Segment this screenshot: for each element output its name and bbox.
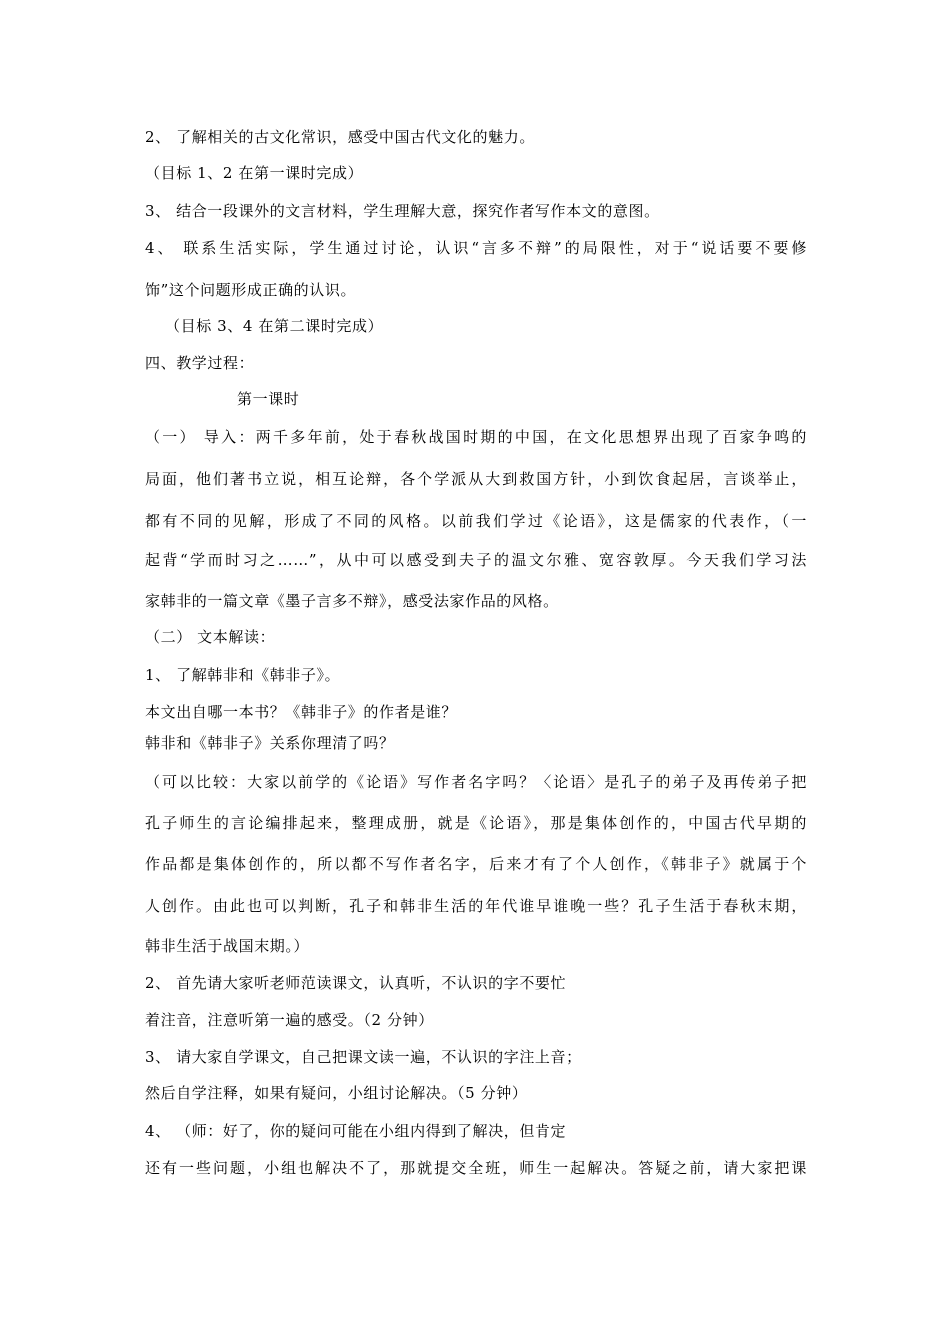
compare-line-2: 孔子师生的言论编排起来，整理成册，就是《论语》，那是集体创作的，中国古代早期的 [145, 814, 807, 832]
step-4-line: 4、 （师：好了，你的疑问可能在小组内得到了解决，但肯定 [145, 1122, 567, 1140]
compare-line-4: 人创作。由此也可以判断，孔子和韩非生活的年代谁早谁晚一些？孔子生活于春秋末期， [145, 897, 807, 915]
step-4-line-cont: 还有一些问题，小组也解决不了，那就提交全班，师生一起解决。答疑之前，请大家把课 [145, 1159, 807, 1177]
intro-line-1: （一） 导入：两千多年前，处于春秋战国时期的中国，在文化思想界出现了百家争鸣的 [145, 428, 807, 446]
goal-4-line: 4、 联系生活实际，学生通过讨论，认识“言多不辩”的局限性，对于“说话要不要修 [145, 239, 807, 257]
step-2-line: 2、 首先请大家听老师范读课文，认真听，不认识的字不要忙 [145, 974, 567, 992]
intro-line-4: 起背“学而时习之……”，从中可以感受到夫子的温文尔雅、宽容敦厚。今天我们学习法 [145, 551, 807, 569]
goal-note-2: （目标 3、4 在第二课时完成） [165, 317, 384, 335]
intro-line-5: 家韩非的一篇文章《墨子言多不辩》，感受法家作品的风格。 [145, 592, 559, 610]
section-heading-process: 四、教学过程： [145, 354, 255, 372]
goal-4-line-cont: 饰”这个问题形成正确的认识。 [145, 281, 357, 299]
section-heading-text-reading: （二） 文本解读： [145, 628, 276, 646]
step-3-line: 3、 请大家自学课文，自己把课文读一遍，不认识的字注上音； [145, 1048, 582, 1066]
lesson-heading-first: 第一课时 [237, 390, 300, 408]
question-line-2: 韩非和《韩非子》关系你理清了吗？ [145, 734, 395, 752]
intro-line-3: 都有不同的见解，形成了不同的风格。以前我们学过《论语》，这是儒家的代表作，（一 [145, 512, 807, 530]
question-line-1: 本文出自哪一本书？《韩非子》的作者是谁？ [145, 703, 458, 721]
step-2-line-cont: 着注音，注意听第一遍的感受。（2 分钟） [145, 1011, 434, 1029]
goal-note-1: （目标 1、2 在第一课时完成） [145, 164, 364, 182]
step-1-line: 1、 了解韩非和《韩非子》。 [145, 666, 341, 684]
compare-line-5: 韩非生活于战国末期。） [145, 937, 310, 955]
step-3-line-cont: 然后自学注释，如果有疑问，小组讨论解决。（5 分钟） [145, 1084, 528, 1102]
compare-line-3: 作品都是集体创作的，所以都不写作者名字，后来才有了个人创作，《韩非子》就属于个 [145, 855, 807, 873]
goal-3-line: 3、 结合一段课外的文言材料，学生理解大意，探究作者写作本文的意图。 [145, 202, 660, 220]
goal-2-line: 2、 了解相关的古文化常识，感受中国古代文化的魅力。 [145, 128, 535, 146]
intro-line-2: 局面，他们著书立说，相互论辩，各个学派从大到救国方针，小到饮食起居，言谈举止， [145, 470, 807, 488]
compare-line-1: （可以比较：大家以前学的《论语》写作者名字吗？〈论语〉是孔子的弟子及再传弟子把 [145, 773, 807, 791]
